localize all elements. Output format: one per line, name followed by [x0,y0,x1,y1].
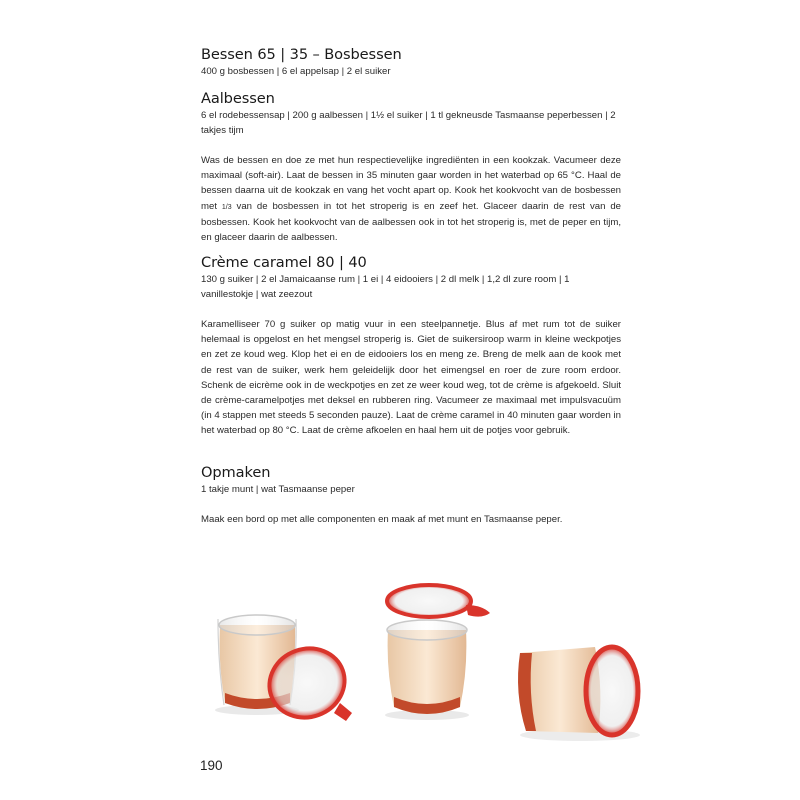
ingredients-opmaken: 1 takje munt | wat Tasmaanse peper [201,484,355,495]
creme-caramel-jars-photo [200,575,650,755]
jar-3 [518,647,640,741]
jar-2 [385,585,490,720]
section-opmaken [201,464,621,527]
page-number: 190 [200,758,223,773]
section-aalbessen [201,90,621,245]
section-title-bessen: Bessen 65 | 35 – Bosbessen [201,46,402,63]
instructions-creme: Karamelliseer 70 g suiker op matig vuur in een steelpannetje. Blus af met rum tot de suiker helemaal is opgelost en het mengsel stroperig is. Giet de suikersiroop warm in kleine weckpotjes en zet ze koud weg. Klop het ei en de eidooiers los en meng ze. Breng de melk aan de kook met de rest van de suiker, werk hem geleidelijk door het eimengsel en roer de zure room erdoor. Schenk de eicrème ook in de weckpotjes en zet ze weer koud weg, tot de crème is afgekoeld. Sluit de crème-caramelpotjes met deksel en rubberen ring. Vacumeer ze maximaal met impulsvacuüm (in 4 stappen met steeds 5 seconden pauze). Laat de crème caramel in 40 minuten gaar worden in het waterbad op 80 °C. Laat de crème afkoelen en haal hem uit de potjes voor gebruik. [201,319,621,437]
section-title-opmaken: Opmaken [201,464,271,481]
section-bessen [201,46,621,79]
ingredients-bessen: 400 g bosbessen | 6 el appelsap | 2 el suiker [201,66,391,77]
fraction: 1/3 [221,203,232,211]
section-creme-caramel [201,254,621,439]
section-title-aalbessen: Aalbessen [201,90,275,107]
ingredients-aalbessen: 6 el rodebessensap | 200 g aalbessen | 1½ el suiker | 1 tl gekneusde Tasmaanse peperbessen | 2 takjes tijm [201,110,616,136]
ingredients-creme: 130 g suiker | 2 el Jamaicaanse rum | 1 ei | 4 eidooiers | 2 dl melk | 1,2 dl zure room | 1 vanillestokje | wat zeezout [201,274,570,300]
instructions-opmaken: Maak een bord op met alle componenten en maak af met munt en Tasmaanse peper. [201,514,563,525]
jar-1 [215,615,354,728]
section-title-creme: Crème caramel 80 | 40 [201,254,367,271]
instructions-bessen: Was de bessen en doe ze met hun respectievelijke ingrediënten in een kookzak. Vacumeer deze maximaal (soft-air). Laat de bessen in 35 minuten gaar worden in het waterbad op 65 °C. Haal de bessen daarna uit de kookzak en vang het vocht apart op. Kook het kookvocht van de bosbessen met 1/3 van de bosbessen in tot het stroperig is en zeef het. Glaceer daarin de rest van de bosbessen. Kook het kookvocht van de aalbessen ook in tot het stroperig is, met de peper en tijm, en glaceer daarin de aalbessen. [201,155,621,244]
